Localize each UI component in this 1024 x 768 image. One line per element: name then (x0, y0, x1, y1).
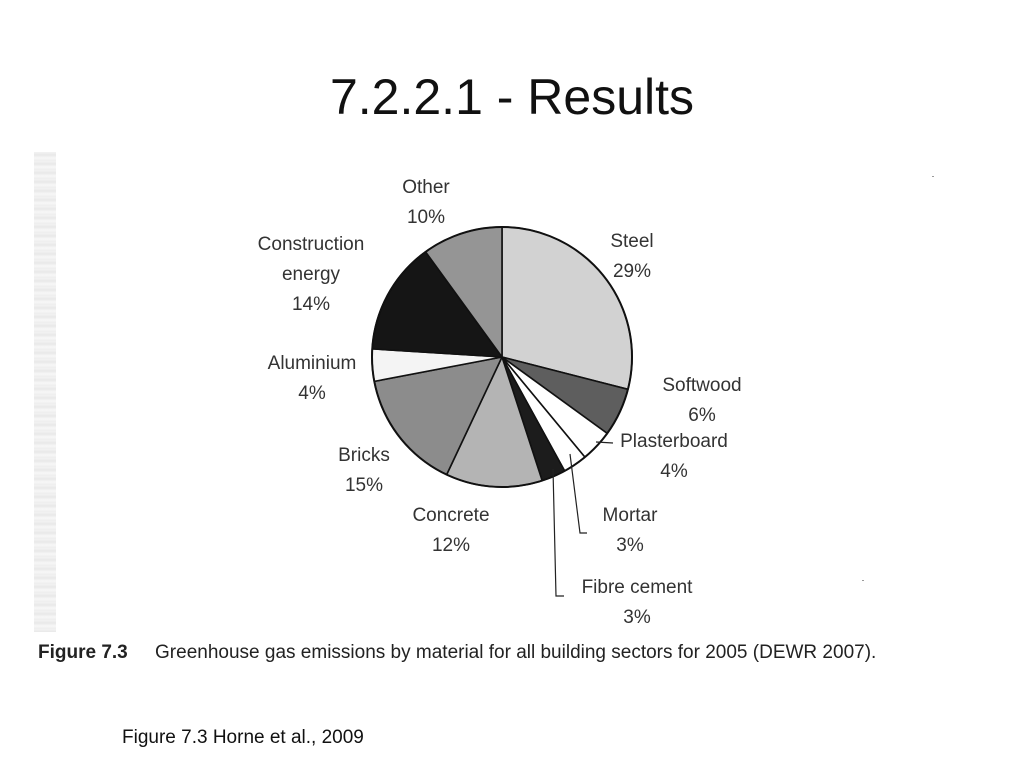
scanned-figure (34, 152, 954, 680)
slice-label-aluminium: Aluminium 4% (267, 353, 357, 404)
slice-label-mortar: Mortar 3% (602, 505, 658, 556)
slice-label-concrete: Concrete 12% (412, 505, 490, 556)
figure-number: Figure 7.3 (38, 642, 128, 663)
slice-label-softwood: Softwood 6% (662, 375, 742, 426)
slice-label-other: Other 10% (402, 177, 450, 228)
slice-label-construction-energy: Construction energy 14% (257, 234, 365, 315)
slice-label-fibre-cement: Fibre cement 3% (581, 577, 693, 628)
figure-caption (38, 642, 876, 664)
source-note: Figure 7.3 Horne et al., 2009 (122, 727, 364, 748)
slice-label-plasterboard: Plasterboard 4% (620, 431, 728, 482)
pie-chart (34, 152, 954, 632)
slice-label-bricks: Bricks 15% (338, 445, 390, 496)
leader-line-fibre-cement (553, 469, 564, 596)
slice-label-steel: Steel 29% (610, 231, 654, 282)
slide-title: 7.2.2.1 - Results (329, 69, 695, 125)
figure-caption-text: Greenhouse gas emissions by material for all building sectors for 2005 (DEWR 2007). (155, 642, 877, 663)
